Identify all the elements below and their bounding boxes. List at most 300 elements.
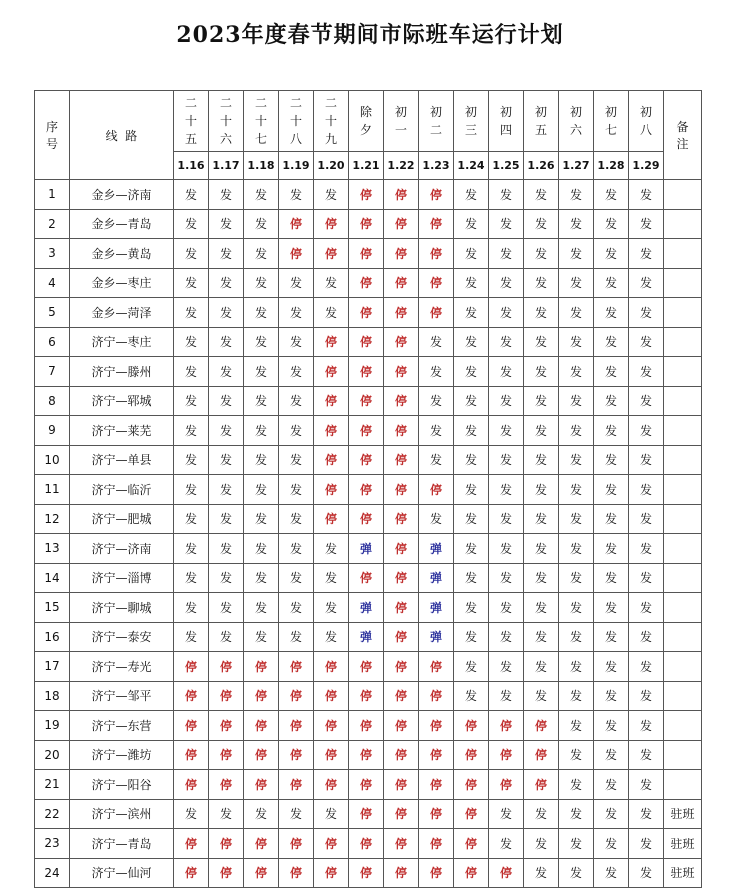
status-cell: 停 [349, 445, 384, 475]
status-cell: 停 [314, 475, 349, 505]
header-date: 1.16 [174, 152, 209, 180]
status-cell: 停 [349, 504, 384, 534]
status-cell: 发 [559, 475, 594, 505]
status-cell: 停 [244, 740, 279, 770]
status-cell: 停 [419, 239, 454, 269]
status-cell: 发 [524, 829, 559, 859]
status-cell: 发 [314, 563, 349, 593]
status-cell: 发 [524, 475, 559, 505]
status-cell: 发 [559, 416, 594, 446]
row-route: 济宁—肥城 [70, 504, 174, 534]
status-cell: 停 [384, 298, 419, 328]
status-cell: 发 [559, 799, 594, 829]
status-cell: 发 [279, 593, 314, 623]
row-remark [664, 209, 702, 239]
row-seq: 13 [35, 534, 70, 564]
status-cell: 停 [384, 829, 419, 859]
table-row [35, 770, 702, 800]
status-cell: 发 [489, 386, 524, 416]
row-remark: 驻班 [664, 858, 702, 888]
status-cell: 发 [454, 357, 489, 387]
status-cell: 停 [314, 327, 349, 357]
table-row [35, 239, 702, 269]
status-cell: 停 [209, 681, 244, 711]
status-cell: 停 [349, 799, 384, 829]
status-cell: 发 [559, 327, 594, 357]
status-cell: 停 [279, 209, 314, 239]
status-cell: 停 [384, 563, 419, 593]
status-cell: 停 [314, 504, 349, 534]
status-cell: 发 [174, 445, 209, 475]
status-cell: 发 [244, 563, 279, 593]
status-cell: 发 [454, 180, 489, 210]
row-route: 济宁—泰安 [70, 622, 174, 652]
status-cell: 停 [419, 298, 454, 328]
status-cell: 发 [454, 209, 489, 239]
status-cell: 发 [454, 652, 489, 682]
status-cell: 发 [454, 504, 489, 534]
status-cell: 弹 [419, 593, 454, 623]
status-cell: 停 [489, 711, 524, 741]
table-row [35, 416, 702, 446]
status-cell: 发 [594, 622, 629, 652]
status-cell: 停 [209, 711, 244, 741]
status-cell: 发 [489, 268, 524, 298]
row-remark [664, 475, 702, 505]
header-day: 除 夕 [349, 91, 384, 152]
status-cell: 发 [209, 563, 244, 593]
status-cell: 停 [419, 475, 454, 505]
status-cell: 发 [209, 475, 244, 505]
status-cell: 停 [174, 652, 209, 682]
status-cell: 发 [629, 563, 664, 593]
status-cell: 发 [209, 799, 244, 829]
row-remark: 驻班 [664, 829, 702, 859]
status-cell: 发 [524, 622, 559, 652]
status-cell: 停 [209, 858, 244, 888]
status-cell: 发 [244, 475, 279, 505]
status-cell: 发 [244, 416, 279, 446]
status-cell: 发 [594, 681, 629, 711]
status-cell: 发 [174, 209, 209, 239]
status-cell: 发 [489, 209, 524, 239]
status-cell: 停 [279, 858, 314, 888]
row-seq: 14 [35, 563, 70, 593]
status-cell: 发 [629, 239, 664, 269]
status-cell: 发 [454, 563, 489, 593]
status-cell: 发 [209, 268, 244, 298]
status-cell: 发 [174, 327, 209, 357]
status-cell: 发 [489, 445, 524, 475]
status-cell: 停 [314, 445, 349, 475]
status-cell: 发 [524, 416, 559, 446]
header-date: 1.25 [489, 152, 524, 180]
status-cell: 发 [594, 416, 629, 446]
status-cell: 停 [454, 770, 489, 800]
status-cell: 发 [594, 180, 629, 210]
row-route: 济宁—寿光 [70, 652, 174, 682]
status-cell: 停 [384, 534, 419, 564]
status-cell: 发 [419, 327, 454, 357]
status-cell: 发 [629, 475, 664, 505]
row-remark [664, 298, 702, 328]
status-cell: 发 [174, 475, 209, 505]
status-cell: 发 [489, 622, 524, 652]
status-cell: 发 [209, 416, 244, 446]
status-cell: 发 [594, 534, 629, 564]
status-cell: 发 [174, 563, 209, 593]
status-cell: 发 [559, 298, 594, 328]
status-cell: 停 [489, 770, 524, 800]
status-cell: 停 [384, 416, 419, 446]
status-cell: 发 [209, 386, 244, 416]
status-cell: 停 [349, 770, 384, 800]
status-cell: 停 [314, 652, 349, 682]
table-row [35, 534, 702, 564]
status-cell: 发 [594, 268, 629, 298]
status-cell: 停 [384, 652, 419, 682]
status-cell: 发 [209, 445, 244, 475]
status-cell: 发 [209, 298, 244, 328]
status-cell: 发 [524, 180, 559, 210]
row-remark [664, 711, 702, 741]
row-remark [664, 239, 702, 269]
status-cell: 发 [244, 622, 279, 652]
status-cell: 发 [419, 416, 454, 446]
status-cell: 发 [244, 593, 279, 623]
status-cell: 停 [349, 563, 384, 593]
status-cell: 停 [524, 740, 559, 770]
status-cell: 发 [594, 327, 629, 357]
status-cell: 发 [559, 593, 594, 623]
status-cell: 发 [314, 622, 349, 652]
table-row [35, 445, 702, 475]
row-remark [664, 416, 702, 446]
status-cell: 停 [349, 740, 384, 770]
row-remark [664, 386, 702, 416]
header-date: 1.21 [349, 152, 384, 180]
row-route: 济宁—阳谷 [70, 770, 174, 800]
status-cell: 发 [314, 799, 349, 829]
table-row [35, 740, 702, 770]
header-day: 二 十 八 [279, 91, 314, 152]
status-cell: 停 [384, 740, 419, 770]
status-cell: 发 [454, 622, 489, 652]
status-cell: 发 [244, 327, 279, 357]
status-cell: 发 [629, 740, 664, 770]
status-cell: 发 [524, 386, 559, 416]
status-cell: 停 [174, 770, 209, 800]
status-cell: 发 [594, 711, 629, 741]
table-row [35, 622, 702, 652]
status-cell: 停 [349, 858, 384, 888]
status-cell: 停 [384, 593, 419, 623]
status-cell: 停 [454, 740, 489, 770]
status-cell: 停 [209, 652, 244, 682]
status-cell: 发 [629, 298, 664, 328]
status-cell: 发 [209, 327, 244, 357]
status-cell: 停 [349, 209, 384, 239]
schedule-table [34, 90, 702, 888]
status-cell: 停 [279, 681, 314, 711]
header-day: 初 四 [489, 91, 524, 152]
status-cell: 停 [419, 180, 454, 210]
header-date: 1.29 [629, 152, 664, 180]
status-cell: 停 [244, 711, 279, 741]
status-cell: 停 [384, 770, 419, 800]
status-cell: 停 [279, 711, 314, 741]
row-route: 济宁—邹平 [70, 681, 174, 711]
status-cell: 停 [349, 327, 384, 357]
status-cell: 停 [384, 681, 419, 711]
status-cell: 停 [384, 357, 419, 387]
status-cell: 发 [524, 209, 559, 239]
header-day: 初 一 [384, 91, 419, 152]
status-cell: 发 [524, 298, 559, 328]
header-day: 二 十 七 [244, 91, 279, 152]
status-cell: 发 [454, 268, 489, 298]
status-cell: 发 [594, 386, 629, 416]
status-cell: 发 [559, 357, 594, 387]
status-cell: 发 [594, 298, 629, 328]
table-row [35, 858, 702, 888]
row-remark [664, 681, 702, 711]
status-cell: 发 [279, 386, 314, 416]
status-cell: 发 [594, 858, 629, 888]
status-cell: 发 [209, 357, 244, 387]
status-cell: 停 [489, 858, 524, 888]
status-cell: 停 [349, 475, 384, 505]
status-cell: 发 [209, 622, 244, 652]
row-seq: 9 [35, 416, 70, 446]
status-cell: 发 [419, 504, 454, 534]
row-route: 济宁—仙河 [70, 858, 174, 888]
row-remark [664, 563, 702, 593]
status-cell: 停 [384, 209, 419, 239]
row-remark [664, 770, 702, 800]
status-cell: 发 [489, 563, 524, 593]
status-cell: 停 [314, 858, 349, 888]
status-cell: 发 [279, 563, 314, 593]
status-cell: 发 [594, 799, 629, 829]
status-cell: 发 [594, 770, 629, 800]
status-cell: 发 [559, 180, 594, 210]
status-cell: 发 [174, 416, 209, 446]
row-seq: 6 [35, 327, 70, 357]
status-cell: 发 [489, 416, 524, 446]
table-row [35, 593, 702, 623]
header-day: 初 三 [454, 91, 489, 152]
row-seq: 15 [35, 593, 70, 623]
header-date: 1.24 [454, 152, 489, 180]
status-cell: 发 [629, 327, 664, 357]
row-seq: 11 [35, 475, 70, 505]
row-route: 济宁—东营 [70, 711, 174, 741]
status-cell: 停 [279, 239, 314, 269]
status-cell: 发 [244, 209, 279, 239]
status-cell: 停 [454, 858, 489, 888]
row-seq: 3 [35, 239, 70, 269]
status-cell: 停 [384, 268, 419, 298]
status-cell: 发 [279, 416, 314, 446]
status-cell: 发 [244, 386, 279, 416]
status-cell: 停 [384, 858, 419, 888]
status-cell: 发 [594, 475, 629, 505]
status-cell: 发 [454, 298, 489, 328]
status-cell: 停 [419, 209, 454, 239]
status-cell: 发 [489, 239, 524, 269]
row-route: 济宁—滕州 [70, 357, 174, 387]
status-cell: 发 [524, 593, 559, 623]
status-cell: 弹 [349, 593, 384, 623]
status-cell: 发 [629, 386, 664, 416]
row-seq: 5 [35, 298, 70, 328]
status-cell: 停 [314, 829, 349, 859]
status-cell: 发 [209, 180, 244, 210]
status-cell: 停 [279, 770, 314, 800]
row-remark [664, 357, 702, 387]
status-cell: 停 [314, 740, 349, 770]
status-cell: 发 [209, 209, 244, 239]
status-cell: 停 [349, 652, 384, 682]
table-row [35, 563, 702, 593]
status-cell: 停 [209, 770, 244, 800]
status-cell: 发 [489, 357, 524, 387]
table-row [35, 652, 702, 682]
table-row [35, 327, 702, 357]
row-seq: 23 [35, 829, 70, 859]
status-cell: 停 [174, 858, 209, 888]
status-cell: 停 [174, 829, 209, 859]
row-seq: 16 [35, 622, 70, 652]
status-cell: 发 [559, 386, 594, 416]
status-cell: 发 [524, 504, 559, 534]
status-cell: 发 [174, 180, 209, 210]
status-cell: 停 [384, 180, 419, 210]
row-seq: 20 [35, 740, 70, 770]
header-date: 1.23 [419, 152, 454, 180]
status-cell: 发 [454, 445, 489, 475]
page-title: 2023年度春节期间市际班车运行计划 [176, 22, 564, 48]
status-cell: 停 [349, 386, 384, 416]
status-cell: 发 [524, 445, 559, 475]
table-row [35, 504, 702, 534]
status-cell: 发 [559, 445, 594, 475]
row-route: 济宁—滨州 [70, 799, 174, 829]
header-remark: 备 注 [664, 91, 702, 180]
status-cell: 发 [559, 209, 594, 239]
status-cell: 发 [559, 740, 594, 770]
table-row [35, 298, 702, 328]
status-cell: 发 [629, 416, 664, 446]
status-cell: 发 [489, 799, 524, 829]
row-remark [664, 445, 702, 475]
status-cell: 发 [244, 239, 279, 269]
status-cell: 发 [629, 711, 664, 741]
status-cell: 发 [279, 504, 314, 534]
status-cell: 发 [559, 652, 594, 682]
status-cell: 停 [419, 711, 454, 741]
status-cell: 发 [594, 563, 629, 593]
status-cell: 停 [244, 829, 279, 859]
status-cell: 停 [349, 180, 384, 210]
status-cell: 停 [384, 504, 419, 534]
table-row [35, 268, 702, 298]
status-cell: 停 [314, 357, 349, 387]
row-seq: 1 [35, 180, 70, 210]
status-cell: 发 [489, 180, 524, 210]
status-cell: 停 [244, 652, 279, 682]
status-cell: 发 [174, 534, 209, 564]
status-cell: 发 [279, 622, 314, 652]
row-seq: 19 [35, 711, 70, 741]
status-cell: 发 [594, 593, 629, 623]
status-cell: 停 [419, 652, 454, 682]
row-route: 金乡—枣庄 [70, 268, 174, 298]
status-cell: 发 [174, 386, 209, 416]
status-cell: 发 [524, 239, 559, 269]
row-route: 济宁—莱芜 [70, 416, 174, 446]
status-cell: 停 [279, 652, 314, 682]
status-cell: 停 [314, 416, 349, 446]
status-cell: 发 [174, 298, 209, 328]
status-cell: 发 [209, 593, 244, 623]
header-date: 1.27 [559, 152, 594, 180]
status-cell: 发 [629, 209, 664, 239]
status-cell: 发 [629, 622, 664, 652]
row-remark [664, 180, 702, 210]
row-seq: 17 [35, 652, 70, 682]
status-cell: 发 [314, 298, 349, 328]
status-cell: 停 [314, 239, 349, 269]
status-cell: 发 [279, 445, 314, 475]
status-cell: 发 [174, 504, 209, 534]
status-cell: 停 [384, 327, 419, 357]
status-cell: 发 [314, 593, 349, 623]
status-cell: 发 [489, 504, 524, 534]
status-cell: 发 [559, 829, 594, 859]
status-cell: 发 [244, 357, 279, 387]
status-cell: 发 [594, 829, 629, 859]
status-cell: 发 [209, 504, 244, 534]
status-cell: 发 [314, 180, 349, 210]
status-cell: 发 [524, 799, 559, 829]
table-row [35, 475, 702, 505]
status-cell: 发 [244, 298, 279, 328]
row-route: 济宁—淄博 [70, 563, 174, 593]
header-day: 初 二 [419, 91, 454, 152]
header-date: 1.20 [314, 152, 349, 180]
status-cell: 停 [524, 770, 559, 800]
status-cell: 停 [349, 357, 384, 387]
status-cell: 发 [524, 357, 559, 387]
row-seq: 18 [35, 681, 70, 711]
status-cell: 发 [489, 593, 524, 623]
row-seq: 8 [35, 386, 70, 416]
status-cell: 发 [629, 858, 664, 888]
status-cell: 发 [209, 534, 244, 564]
status-cell: 停 [349, 711, 384, 741]
status-cell: 发 [524, 563, 559, 593]
status-cell: 发 [594, 357, 629, 387]
status-cell: 发 [559, 268, 594, 298]
header-day: 二 十 九 [314, 91, 349, 152]
status-cell: 发 [629, 534, 664, 564]
status-cell: 发 [559, 622, 594, 652]
row-route: 金乡—济南 [70, 180, 174, 210]
header-date: 1.19 [279, 152, 314, 180]
status-cell: 发 [419, 445, 454, 475]
